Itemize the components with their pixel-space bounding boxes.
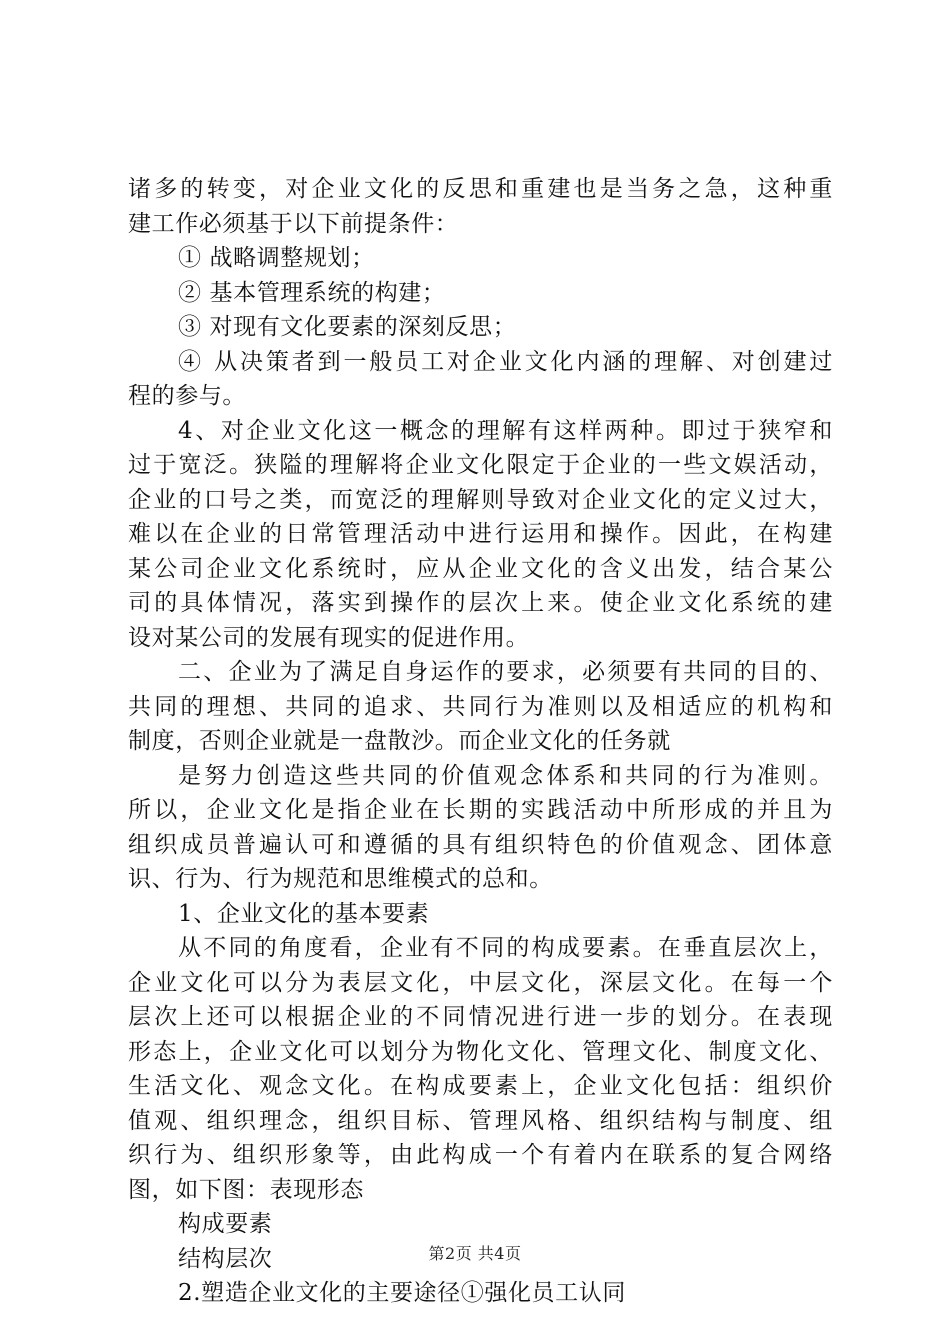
text-line: 某公司企业文化系统时，应从企业文化的含义出发，结合某公 [128, 555, 833, 582]
text-line: 司的具体情况，落实到操作的层次上来。使企业文化系统的建 [128, 590, 833, 616]
page-number-footer: 第2页 共4页 [428, 1244, 522, 1263]
text-line: 企业文化可以分为表层文化，中层文化，深层文化。在每一个 [128, 969, 833, 996]
text-line: 难以在企业的日常管理活动中进行运用和操作。因此，在构建 [128, 521, 833, 547]
text-line: 层次上还可以根据企业的不同情况进行进一步的划分。在表现 [128, 1004, 833, 1030]
text-line: 过于宽泛。狭隘的理解将企业文化限定于企业的一些文娱活动， [128, 452, 833, 478]
text-line: 诸多的转变，对企业文化的反思和重建也是当务之急，这种重 [128, 176, 833, 202]
list-item: ③ 对现有文化要素的深刻反思； [178, 314, 517, 340]
paragraph-start: 是努力创造这些共同的价值观念体系和共同的行为准则。 [178, 762, 833, 789]
list-item: ① 战略调整规划； [178, 245, 375, 271]
text-line: 织行为、组织形象等，由此构成一个有着内在联系的复合网络 [128, 1142, 833, 1168]
text-line: 企业的口号之类，而宽泛的理解则导致对企业文化的定义过大， [128, 486, 833, 513]
paragraph-start: 二、企业为了满足自身运作的要求，必须要有共同的目的、 [178, 659, 833, 685]
text-line: 图，如下图：表现形态 [128, 1176, 364, 1203]
text-line: 生活文化、观念文化。在构成要素上，企业文化包括：组织价 [128, 1073, 833, 1099]
text-line: 形态上，企业文化可以划分为物化文化、管理文化、制度文化、 [128, 1038, 833, 1065]
diagram-label: 结构层次 [178, 1245, 273, 1272]
text-line: 值观、组织理念，组织目标、管理风格、组织结构与制度、组 [128, 1107, 833, 1134]
section-heading: 2.塑造企业文化的主要途径①强化员工认同 [178, 1280, 626, 1306]
document-body [128, 172, 833, 1311]
text-line: 识、行为、行为规范和思维模式的总和。 [128, 866, 553, 892]
text-line: 程的参与。 [128, 383, 246, 409]
text-line: 设对某公司的发展有现实的促进作用。 [128, 624, 530, 651]
text-line: 组织成员普遍认可和遵循的具有组织特色的价值观念、团体意 [128, 831, 833, 858]
list-item: ④ 从决策者到一般员工对企业文化内涵的理解、对创建过 [178, 348, 833, 375]
text-line: 所以，企业文化是指企业在长期的实践活动中所形成的并且为 [128, 797, 833, 823]
text-line: 制度，否则企业就是一盘散沙。而企业文化的任务就 [128, 728, 671, 754]
text-line: 共同的理想、共同的追求、共同行为准则以及相适应的机构和 [128, 693, 833, 720]
diagram-label: 构成要素 [178, 1211, 273, 1237]
section-heading: 1、企业文化的基本要素 [178, 900, 430, 927]
paragraph-start: 4、对企业文化这一概念的理解有这样两种。即过于狭窄和 [178, 417, 833, 444]
list-item: ② 基本管理系统的构建； [178, 279, 446, 306]
text-line: 建工作必须基于以下前提条件： [128, 210, 459, 237]
paragraph-start: 从不同的角度看，企业有不同的构成要素。在垂直层次上， [178, 935, 833, 961]
